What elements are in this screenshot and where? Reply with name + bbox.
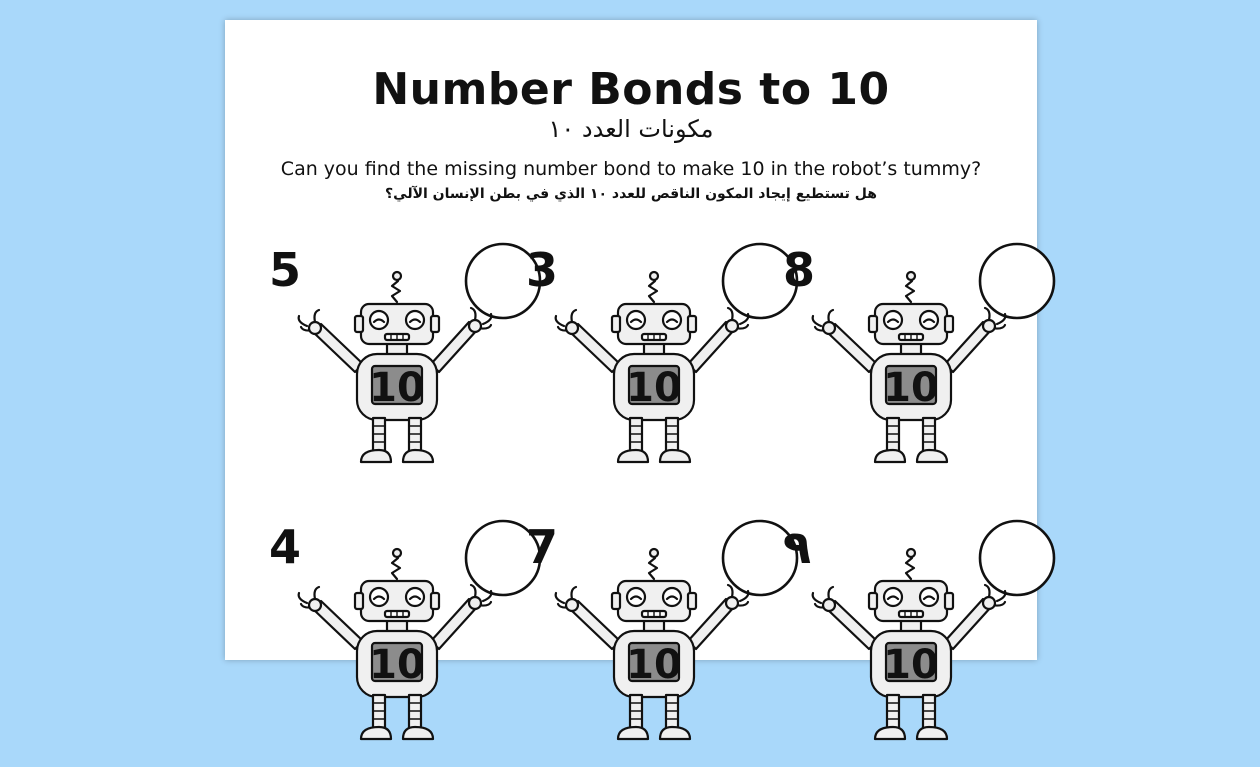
robot-illustration bbox=[769, 230, 1019, 490]
robot-card-6 bbox=[769, 507, 1019, 767]
instruction-text: Can you find the missing number bond to make 10 in the robot’s tummy? bbox=[280, 158, 982, 180]
tummy-number: 10 bbox=[883, 642, 939, 688]
robot-card-4 bbox=[255, 507, 505, 767]
robot-illustration bbox=[512, 507, 762, 767]
tummy-number: 10 bbox=[626, 365, 682, 411]
tummy-number: 10 bbox=[883, 365, 939, 411]
given-number: 5 bbox=[269, 243, 302, 297]
worksheet-page bbox=[225, 20, 1037, 688]
robot-card-5 bbox=[512, 507, 762, 767]
answer-circle bbox=[980, 521, 1054, 595]
robot-card-2 bbox=[512, 230, 762, 490]
robot-card-1 bbox=[255, 230, 505, 490]
given-number: 4 bbox=[269, 520, 302, 574]
given-number: 3 bbox=[526, 243, 559, 297]
robot-illustration bbox=[512, 230, 762, 490]
given-number: 8 bbox=[783, 243, 816, 297]
worksheet-title-arabic: مكونات العدد ١٠ bbox=[548, 115, 714, 143]
robot-card-3 bbox=[769, 230, 1019, 490]
given-number: ٩ bbox=[783, 520, 812, 574]
robot-illustration bbox=[769, 507, 1019, 767]
tummy-number: 10 bbox=[369, 642, 425, 688]
robot-illustration bbox=[255, 230, 505, 490]
answer-circle bbox=[980, 244, 1054, 318]
robot-illustration bbox=[255, 507, 505, 767]
tummy-number: 10 bbox=[626, 642, 682, 688]
instruction-text-arabic: هل تستطيع إيجاد المكون الناقص للعدد ١٠ الذي في بطن الإنسان الآلي؟ bbox=[385, 186, 877, 202]
tummy-number: 10 bbox=[369, 365, 425, 411]
given-number: 7 bbox=[526, 520, 559, 574]
worksheet-title: Number Bonds to 10 bbox=[372, 64, 890, 115]
